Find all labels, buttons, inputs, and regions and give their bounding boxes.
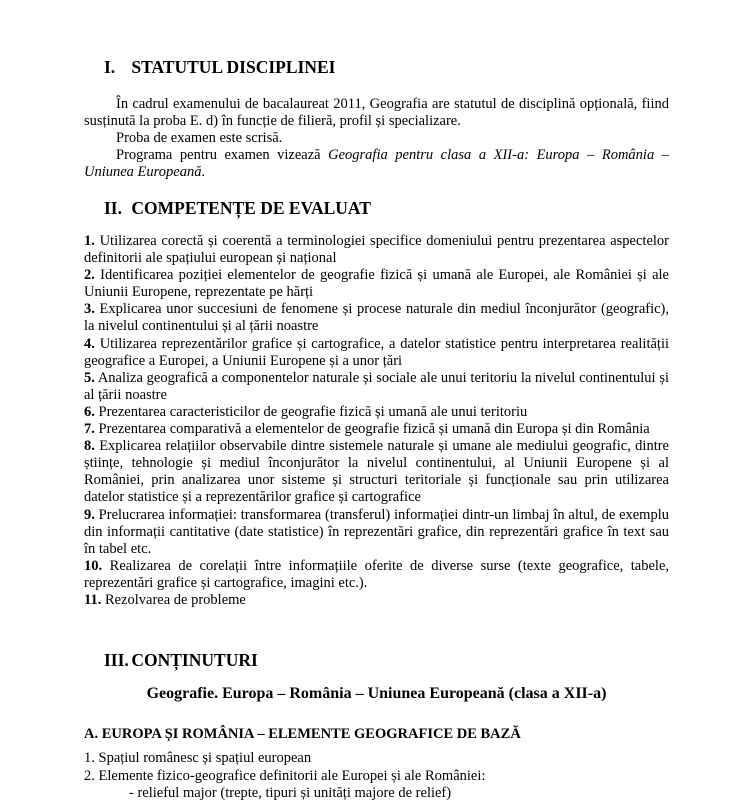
competence-text: Explicarea unor succesiuni de fenomene și procese naturale din mediul înconjurător (geografic), la nivelul continentului și al țării noastre [84,301,669,335]
section-heading-competente [104,198,371,219]
competence-number: 2. [84,267,95,284]
section-number: III. [104,650,129,670]
competence-item [84,370,669,404]
competence-text: Prezentarea comparativă a elementelor de geografie fizică și umană din Europa și din România [98,421,650,438]
section-heading-statut [104,57,335,78]
program-text-prefix: Programa pentru examen vizează [116,147,329,163]
competence-item [84,404,669,421]
competence-item [84,507,669,558]
competence-number: 4. [84,335,95,352]
competence-text: Prelucrarea informației: transformarea (transferul) informației dintr-un limbaj în altul, de exemplu din informații cantitative (date statistice) în reprezentări grafice, din reprezentări grafice în text sau în tabel etc. [84,506,669,557]
competence-text: Realizarea de corelații între informațiile oferite de diverse surse (texte geografice, tabele, reprezentări grafice și cartografice, imagini etc.). [84,557,670,591]
competence-text: Prezentarea caracteristicilor de geografie fizică și umană ale unui teritoriu [98,403,528,420]
competence-number: 6. [84,403,95,420]
competence-text: Utilizarea reprezentărilor grafice și cartografice, a datelor statistice pentru interpretarea realității geografice a Europei, a Uniunii Europene și a unor țări [84,335,670,369]
list-item: 1. Spațiul românesc și spațiul european [84,750,312,766]
section-heading-continuturi [104,650,258,671]
part-a-title: A. EUROPA ȘI ROMÂNIA – ELEMENTE GEOGRAFICE DE BAZĂ [84,726,521,742]
competence-number: 7. [84,421,95,438]
section-title: COMPETENȚE DE EVALUAT [131,198,371,218]
part-a-list [84,750,485,803]
competence-item [84,267,669,301]
list-subitem: - relieful major (trepte, tipuri și unități majore de relief) [129,785,452,801]
competence-item [84,301,669,335]
competence-text: Explicarea relațiilor observabile dintre sistemele naturale și umane ale mediului geografic, dintre științe, tehnologie și mediul înconjurător la nivelul continentului, al Uniunii Europene și al României, prin analizarea unor sisteme și structuri teritoriale și funcționale sau prin utilizarea datelor statistice și a reprezentărilor grafice și cartografice [84,438,669,506]
competence-number: 1. [84,233,95,249]
competence-item [84,592,669,609]
competence-number: 11. [84,591,102,608]
competence-text: Rezolvarea de probleme [104,591,246,608]
content-subtitle: Geografie. Europa – România – Uniunea Europeană (clasa a XII-a) [146,685,607,702]
competence-number: 10. [84,557,103,574]
competence-number: 9. [84,506,95,523]
competence-item [84,336,669,370]
program-text-italic: Geografia pentru clasa a XII-a: Europa – România – Uniunea Europeană [84,147,669,180]
competence-text: Identificarea poziției elementelor de geografie fizică și umană ale Europei, ale României și ale Uniunii Europene, reprezentate pe hărți [84,267,669,301]
competence-item [84,438,669,506]
statut-paragraph-2: Proba de examen este scrisă. [116,130,283,146]
competence-text: Utilizarea corectă și coerentă a terminologiei specifice domeniului pentru prezentarea aspectelor definitorii ale spațiului european și național [84,233,670,267]
competence-number: 5. [84,369,95,386]
competence-number: 3. [84,301,95,318]
section-title: STATUTUL DISCIPLINEI [131,57,336,77]
statut-paragraphs [84,96,669,181]
competence-text: Analiza geografică a componentelor naturale și sociale ale unui teritoriu la nivelul continentului și al țării noastre [84,369,669,403]
program-text-suffix: . [201,164,206,180]
section-number: II. [104,198,122,218]
list-item: 2. Elemente fizico-geografice definitorii ale Europei și ale României: [84,767,486,784]
section-title: CONȚINUTURI [131,650,258,670]
competence-item [84,558,669,592]
section-number: I. [104,57,116,77]
competence-item [84,233,669,267]
competence-number: 8. [84,438,95,455]
statut-paragraph-1: În cadrul examenului de bacalaureat 2011, Geografia are statutul de disciplină opțională, fiind susținută la proba E. d) în funcție de filieră, profil și specializare. [84,96,669,129]
competence-list [84,233,669,609]
competence-item [84,421,669,438]
statut-paragraph-3 [84,147,669,181]
